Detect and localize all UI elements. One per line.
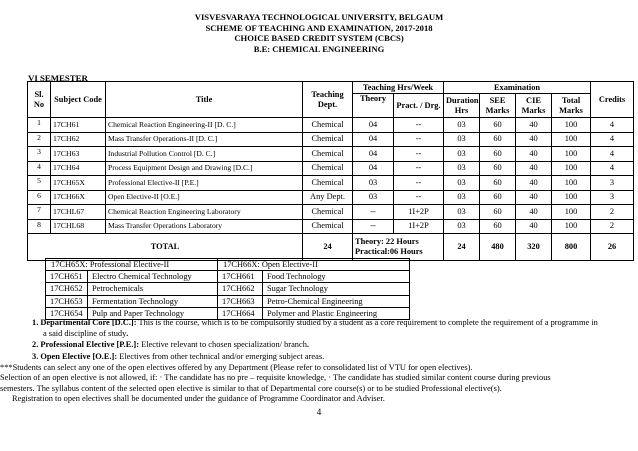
- row-pract: --: [394, 118, 444, 133]
- row-see: 60: [480, 205, 516, 220]
- row-sl: 7: [28, 205, 51, 220]
- note-departmental-core: [32, 318, 632, 329]
- note-2-term: 2. Professional Elective [P.E.]:: [32, 340, 139, 349]
- row-credits: 4: [591, 161, 634, 176]
- row-total: 100: [552, 132, 591, 147]
- row-see: 60: [480, 219, 516, 234]
- note-1-text: This is the course, which is to be compulsorily studied by a student as a core requirement to complete the requirement of a programme in: [136, 318, 598, 327]
- header-credits: Credits: [591, 82, 634, 118]
- pe-code: 17CH652: [46, 283, 88, 295]
- note-3-text: Electives from other technical and/or emerging subject areas.: [117, 352, 325, 361]
- row-total: 100: [552, 147, 591, 162]
- total-theory-hours: Theory: 22 Hours: [355, 237, 419, 247]
- row-cie: 40: [516, 161, 552, 176]
- row-credits: 4: [591, 118, 634, 133]
- row-duration: 03: [444, 161, 480, 176]
- row-duration: 03: [444, 205, 480, 220]
- row-sl: 6: [28, 190, 51, 205]
- branch-title: B.E: CHEMICAL ENGINEERING: [253, 43, 385, 54]
- pe-title: Pulp and Paper Technology: [88, 307, 218, 319]
- row-total: 100: [552, 219, 591, 234]
- row-title: Process Equipment Design and Drawing [D.C.]: [106, 161, 303, 176]
- row-title: Professional Elective-II [P.E.]: [106, 176, 303, 191]
- oe-code: 17CH663: [218, 295, 263, 307]
- row-see: 60: [480, 161, 516, 176]
- pe-title: Electro Chemical Technology: [88, 271, 218, 283]
- row-see: 60: [480, 190, 516, 205]
- row-code: 17CH62: [51, 132, 106, 147]
- pe-code: 17CH653: [46, 295, 88, 307]
- row-see: 60: [480, 147, 516, 162]
- row-cie: 40: [516, 190, 552, 205]
- row-sl: 2: [28, 132, 51, 147]
- electives-table: [45, 258, 410, 320]
- row-credits: 3: [591, 190, 634, 205]
- table-row: [28, 205, 634, 220]
- header-teaching-group: Teaching Hrs/Week: [353, 82, 444, 94]
- total-practical-hours: Practical:06 Hours: [355, 247, 423, 256]
- document-header: [0, 12, 638, 54]
- total-dept: 24: [303, 234, 353, 261]
- row-sl: 3: [28, 147, 51, 162]
- row-code: 17CHL67: [51, 205, 106, 220]
- elective-row: [46, 295, 410, 307]
- row-sl: 8: [28, 219, 51, 234]
- row-dept: Chemical: [303, 118, 353, 133]
- scheme-title: SCHEME OF TEACHING AND EXAMINATION, 2017-2018: [205, 22, 433, 33]
- row-title: Open Elective-II [O.E.]: [106, 190, 303, 205]
- oe-code: 17CH664: [218, 307, 263, 319]
- row-dept: Any Dept.: [303, 190, 353, 205]
- row-credits: 2: [591, 205, 634, 220]
- row-title: Chemical Reaction Engineering Laboratory: [106, 205, 303, 220]
- row-cie: 40: [516, 118, 552, 133]
- note-1-cont: a said discipline of study: [43, 328, 127, 338]
- table-row: [28, 219, 634, 234]
- header-total: Total Marks: [552, 94, 591, 118]
- row-theory: 03: [353, 190, 394, 205]
- row-title: Mass Transfer Operations-II [D. C.]: [106, 132, 303, 147]
- row-theory: 04: [353, 118, 394, 133]
- row-cie: 40: [516, 219, 552, 234]
- row-see: 60: [480, 118, 516, 133]
- row-credits: 4: [591, 147, 634, 162]
- pe-code: 17CH654: [46, 307, 88, 319]
- total-see: 480: [480, 234, 516, 261]
- header-sl: Sl. No: [28, 82, 51, 118]
- row-dept: Chemical: [303, 176, 353, 191]
- row-sl: 4: [28, 161, 51, 176]
- note-3-term: 3. Open Elective [O.E.]:: [32, 352, 118, 361]
- note-1-dot: .: [126, 328, 129, 338]
- header-duration: Duration Hrs: [444, 94, 480, 118]
- oe-title: Food Technology: [263, 271, 410, 283]
- oe-code: 17CH661: [218, 271, 263, 283]
- note-open-elective: [32, 352, 324, 363]
- row-dept: Chemical: [303, 205, 353, 220]
- row-see: 60: [480, 176, 516, 191]
- cbcs-title: CHOICE BASED CREDIT SYSTEM (CBCS): [234, 33, 404, 44]
- pe-title: Petrochemicals: [88, 283, 218, 295]
- row-credits: 2: [591, 219, 634, 234]
- row-pract: 1I+2P: [394, 205, 444, 220]
- row-title: Mass Transfer Operations Laboratory: [106, 219, 303, 234]
- row-sl: 1: [28, 118, 51, 133]
- header-pract: Pract. / Drg.: [394, 94, 444, 118]
- row-code: 17CH63: [51, 147, 106, 162]
- header-see: SEE Marks: [480, 94, 516, 118]
- row-total: 100: [552, 205, 591, 220]
- table-row: [28, 176, 634, 191]
- row-duration: 03: [444, 118, 480, 133]
- pe-code: 17CH651: [46, 271, 88, 283]
- oe-code: 17CH662: [218, 283, 263, 295]
- row-duration: 03: [444, 190, 480, 205]
- row-theory: --: [353, 219, 394, 234]
- row-total: 100: [552, 176, 591, 191]
- row-sl: 5: [28, 176, 51, 191]
- row-theory: 03: [353, 176, 394, 191]
- row-dept: Chemical: [303, 132, 353, 147]
- row-cie: 40: [516, 205, 552, 220]
- row-code: 17CH66X: [51, 190, 106, 205]
- scheme-table: [27, 81, 634, 261]
- row-duration: 03: [444, 219, 480, 234]
- row-pract: --: [394, 161, 444, 176]
- oe-title: Sugar Technology: [263, 283, 410, 295]
- note-open-elective-selection: ***Students can select any one of the open electives offered by any Department (Please refer to consolidated list of VTU for open electives).: [0, 362, 473, 372]
- row-pract: --: [394, 190, 444, 205]
- row-title: Industrial Pollution Control [D. C.]: [106, 147, 303, 162]
- note-professional-elective: [32, 340, 309, 351]
- row-credits: 3: [591, 176, 634, 191]
- total-label: TOTAL: [28, 234, 303, 261]
- table-row: [28, 118, 634, 133]
- table-row: [28, 161, 634, 176]
- electives-heading-row: [46, 259, 410, 271]
- note-1-term: 1. Departmental Core [D.C.]:: [32, 318, 137, 327]
- oe-heading: 17CH66X: Open Elective-II: [218, 259, 410, 271]
- row-duration: 03: [444, 176, 480, 191]
- page-number: 4: [316, 407, 322, 417]
- row-pract: --: [394, 176, 444, 191]
- row-cie: 40: [516, 147, 552, 162]
- total-cie: 320: [516, 234, 552, 261]
- row-theory: 04: [353, 132, 394, 147]
- row-dept: Chemical: [303, 219, 353, 234]
- oe-title: Polymer and Plastic Engineering: [263, 307, 410, 319]
- note-2-text: Elective relevant to chosen specialization/ branch: [139, 340, 307, 349]
- row-theory: --: [353, 205, 394, 220]
- table-row: [28, 190, 634, 205]
- total-credits: 26: [591, 234, 634, 261]
- total-duration: 24: [444, 234, 480, 261]
- note-departmental-core-cont: [43, 329, 128, 340]
- note-registration: Registration to open electives shall be documented under the guidance of Programme Coordinator and Adviser.: [12, 394, 385, 403]
- row-dept: Chemical: [303, 161, 353, 176]
- table-row: [28, 132, 634, 147]
- row-code: 17CH61: [51, 118, 106, 133]
- row-total: 100: [552, 161, 591, 176]
- header-theory: Theory: [353, 94, 394, 118]
- row-code: 17CHL68: [51, 219, 106, 234]
- pe-heading: 17CH65X: Professional Elective-II: [46, 259, 218, 271]
- header-code: Subject Code: [51, 82, 106, 118]
- row-cie: 40: [516, 176, 552, 191]
- row-total: 100: [552, 118, 591, 133]
- elective-row: [46, 271, 410, 283]
- total-row: [28, 234, 634, 261]
- row-duration: 03: [444, 132, 480, 147]
- header-dept: Teaching Dept.: [303, 82, 353, 118]
- total-marks: 800: [552, 234, 591, 261]
- note-selection-restriction: Selection of an open elective is not allowed, if: · The candidate has no pre – requisite knowledge, · The candidate has studied similar content course during previous: [0, 373, 551, 382]
- row-see: 60: [480, 132, 516, 147]
- row-theory: 04: [353, 147, 394, 162]
- row-pract: --: [394, 147, 444, 162]
- header-title: Title: [106, 82, 303, 118]
- row-code: 17CH65X: [51, 176, 106, 191]
- header-exam-group: Examination: [444, 82, 591, 94]
- semester-label: VI SEMESTER: [28, 73, 88, 83]
- table-row: [28, 147, 634, 162]
- row-code: 17CH64: [51, 161, 106, 176]
- row-title: Chemical Reaction Engineering-II [D. C.]: [106, 118, 303, 133]
- row-pract: --: [394, 132, 444, 147]
- row-total: 100: [552, 190, 591, 205]
- elective-row: [46, 283, 410, 295]
- row-duration: 03: [444, 147, 480, 162]
- row-cie: 40: [516, 132, 552, 147]
- note-syllabus-content: semesters. The syllabus content of the selected open elective is similar to that of Departmental core course(s) or to be studied Professional elective(s).: [0, 383, 502, 393]
- pe-title: Fermentation Technology: [88, 295, 218, 307]
- total-hours: [353, 234, 444, 261]
- oe-title: Petro-Chemical Engineering: [263, 295, 410, 307]
- row-theory: 04: [353, 161, 394, 176]
- row-credits: 4: [591, 132, 634, 147]
- row-dept: Chemical: [303, 147, 353, 162]
- university-name: VISVESVARAYA TECHNOLOGICAL UNIVERSITY, BELGAUM: [194, 12, 444, 22]
- header-cie: CIE Marks: [516, 94, 552, 118]
- row-pract: 1I+2P: [394, 219, 444, 234]
- note-2-end: .: [306, 340, 309, 349]
